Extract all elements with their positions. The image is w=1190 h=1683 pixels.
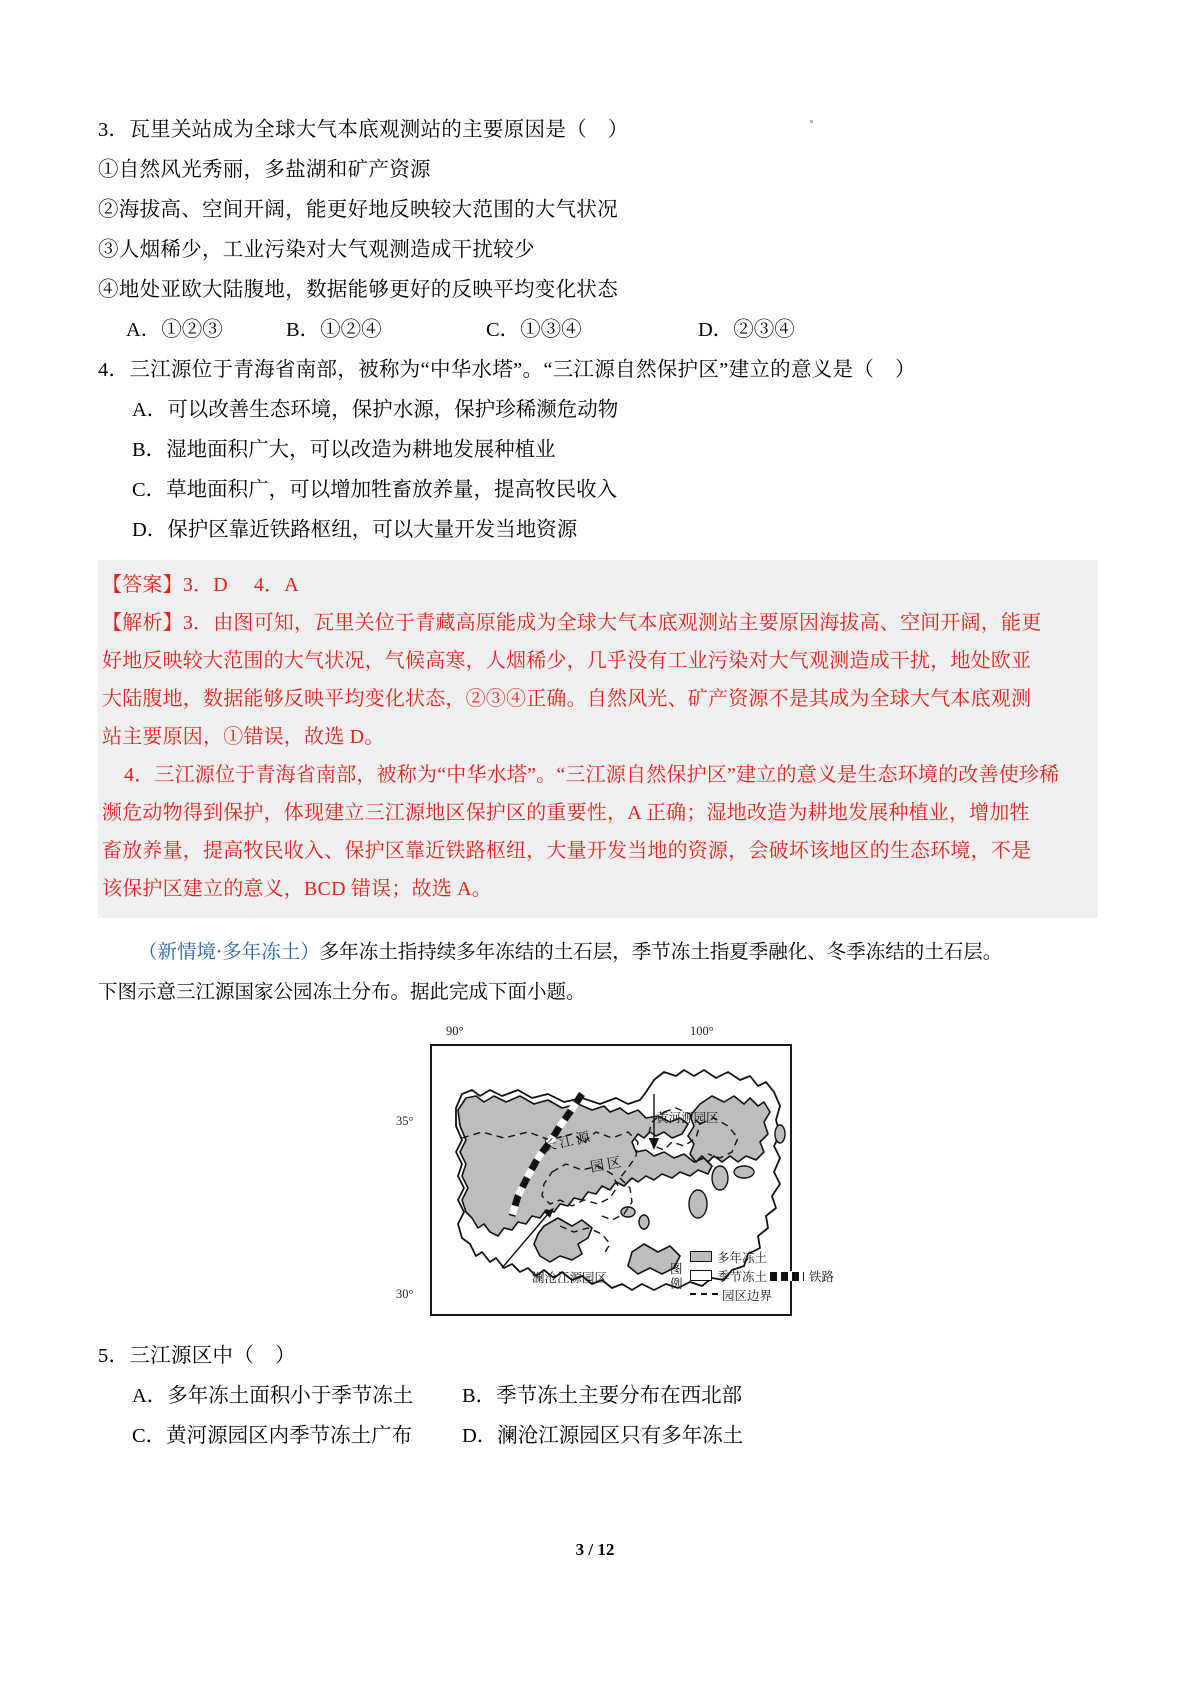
question-3-item-3: ③人烟稀少，工业污染对大气观测造成干扰较少 bbox=[98, 239, 535, 261]
permafrost-islet-4 bbox=[775, 1125, 785, 1143]
question-5-option-d[interactable]: D．澜沧江源园区只有多年冻土 bbox=[462, 1425, 744, 1447]
context-paragraph bbox=[98, 932, 1098, 1012]
permafrost-islet-5 bbox=[621, 1207, 635, 1217]
legend-label-seasonal: 季节冻土 bbox=[717, 1268, 768, 1284]
question-5-option-b[interactable]: B．季节冻土主要分布在西北部 bbox=[462, 1385, 743, 1407]
analysis-q3-line-3: 大陆腹地，数据能够反映平均变化状态，②③④正确。自然风光、矿产资源不是其成为全球大气本底观测 bbox=[102, 688, 1032, 710]
answer-q4: 4．A bbox=[253, 574, 299, 596]
map-tick-label-100e: 100° bbox=[690, 1024, 714, 1038]
seasonal-frost-swatch-icon bbox=[690, 1270, 712, 1281]
map-frame bbox=[430, 1044, 835, 1316]
answer-line bbox=[102, 566, 1094, 604]
page-footer: 3 / 12 bbox=[575, 1540, 615, 1559]
question-3-item-4: ④地处亚欧大陆腹地，数据能够更好的反映平均变化状态 bbox=[98, 279, 618, 301]
analysis-q3-line-2: 好地反映较大范围的大气状况，气候高寒，人烟稀少，几乎没有工业污染对大气观测造成干扰，地处欧亚 bbox=[102, 650, 1032, 672]
question-5-stem: 5．三江源区中（ ） bbox=[98, 1345, 296, 1367]
page-speck bbox=[810, 120, 813, 123]
park-boundary-swatch-icon bbox=[690, 1293, 718, 1295]
context-line-2: 下图示意三江源国家公园冻土分布。据此完成下面小题。 bbox=[98, 980, 586, 1003]
analysis-q4-line-2: 濒危动物得到保护，体现建立三江源地区保护区的重要性，A 正确；湿地改造为耕地发展种植业，增加牲 bbox=[102, 802, 1030, 824]
question-4-option-b[interactable]: B．湿地面积广大，可以改造为耕地发展种植业 bbox=[132, 439, 556, 461]
analysis-q3-line-1 bbox=[102, 604, 1094, 642]
analysis-q3-text-1: 3．由图可知，瓦里关位于青藏高原能成为全球大气本底观测站主要原因海拔高、空间开阔，能更 bbox=[182, 612, 1042, 634]
analysis-q3-line-4: 站主要原因，①错误，故选 D。 bbox=[102, 726, 385, 748]
legend-row-permafrost bbox=[690, 1248, 834, 1265]
map-tick-label-30n: 30° bbox=[396, 1287, 414, 1301]
context-tag: （新情境·多年冻土） bbox=[138, 940, 320, 963]
question-3-option-c[interactable]: C．①③④ bbox=[486, 319, 582, 341]
map-tick-label-35n: 35° bbox=[396, 1114, 414, 1128]
question-5-options-row-2 bbox=[132, 1416, 1098, 1456]
legend-row-boundary bbox=[690, 1286, 834, 1303]
legend-rows bbox=[690, 1248, 834, 1303]
legend-label-permafrost: 多年冻土 bbox=[717, 1249, 768, 1265]
legend-label-railway: 铁路 bbox=[809, 1268, 835, 1284]
analysis-q4-line-3: 畜放养量，提高牧民收入、保护区靠近铁路枢纽，大量开发当地的资源，会破坏该地区的生态环境，不是 bbox=[102, 840, 1032, 862]
question-4-option-d[interactable]: D．保护区靠近铁路枢纽，可以大量开发当地资源 bbox=[132, 519, 578, 541]
permafrost-area-huanghe bbox=[688, 1096, 770, 1162]
question-4-stem: 4．三江源位于青海省南部，被称为“中华水塔”。“三江源自然保护区”建立的意义是（ ） bbox=[98, 359, 916, 381]
figure-container bbox=[98, 1022, 1098, 1322]
map-annotation-lancangjiangyuan: 澜沧江源园区 bbox=[532, 1270, 608, 1285]
question-3-option-a[interactable]: A．①②③ bbox=[126, 319, 223, 341]
answer-label: 【答案】 bbox=[102, 574, 183, 596]
question-3-item-2: ②海拔高、空间开阔，能更好地反映较大范围的大气状况 bbox=[98, 199, 618, 221]
permafrost-distribution-map bbox=[388, 1022, 835, 1322]
question-5-option-c[interactable]: C．黄河源园区内季节冻土广布 bbox=[132, 1425, 413, 1447]
question-4-option-c[interactable]: C．草地面积广，可以增加牲畜放养量，提高牧民收入 bbox=[132, 479, 618, 501]
question-3-item-1: ①自然风光秀丽，多盐湖和矿产资源 bbox=[98, 159, 431, 181]
permafrost-swatch-icon bbox=[690, 1251, 712, 1262]
analysis-q4-line-4: 该保护区建立的意义，BCD 错误；故选 A。 bbox=[102, 878, 492, 900]
permafrost-islet-2 bbox=[734, 1166, 754, 1178]
question-4-option-a[interactable]: A．可以改善生态环境，保护水源，保护珍稀濒危动物 bbox=[132, 399, 619, 421]
question-3-option-d[interactable]: D．②③④ bbox=[698, 319, 795, 341]
permafrost-islet-1 bbox=[712, 1166, 728, 1190]
legend-title: 图例 bbox=[670, 1260, 683, 1291]
legend-row-seasonal bbox=[690, 1267, 834, 1284]
railway-swatch-icon bbox=[770, 1271, 804, 1281]
permafrost-islet-6 bbox=[639, 1215, 649, 1229]
question-3-options bbox=[126, 310, 1098, 350]
map-label-changjiangyuan: 长江源 bbox=[541, 1128, 595, 1156]
question-3-option-b[interactable]: B．①②④ bbox=[286, 319, 382, 341]
context-line-1: 多年冻土指持续多年冻结的土石层，季节冻土指夏季融化、冬季冻结的土石层。 bbox=[319, 940, 1003, 963]
question-5-options-row-1 bbox=[132, 1376, 1098, 1416]
answer-analysis-block bbox=[98, 560, 1098, 918]
map-annotation-huangheyuan: 黄河源园区 bbox=[656, 1110, 719, 1125]
map-tick-label-90e: 90° bbox=[446, 1024, 464, 1038]
answer-q3: 3．D bbox=[182, 574, 228, 596]
permafrost-islet-3 bbox=[689, 1190, 707, 1218]
analysis-label: 【解析】 bbox=[102, 612, 183, 634]
legend-label-boundary: 园区边界 bbox=[722, 1287, 773, 1303]
analysis-q4-line-1: 4．三江源位于青海省南部，被称为“中华水塔”。“三江源自然保护区”建立的意义是生态环境的改善使珍稀 bbox=[124, 764, 1060, 786]
question-5-option-a[interactable]: A．多年冻土面积小于季节冻土 bbox=[132, 1385, 414, 1407]
map-label-yuanqu: 园区 bbox=[589, 1154, 626, 1176]
question-3-stem: 3．瓦里关站成为全球大气本底观测站的主要原因是（ ） bbox=[98, 119, 629, 141]
map-legend bbox=[670, 1248, 834, 1303]
